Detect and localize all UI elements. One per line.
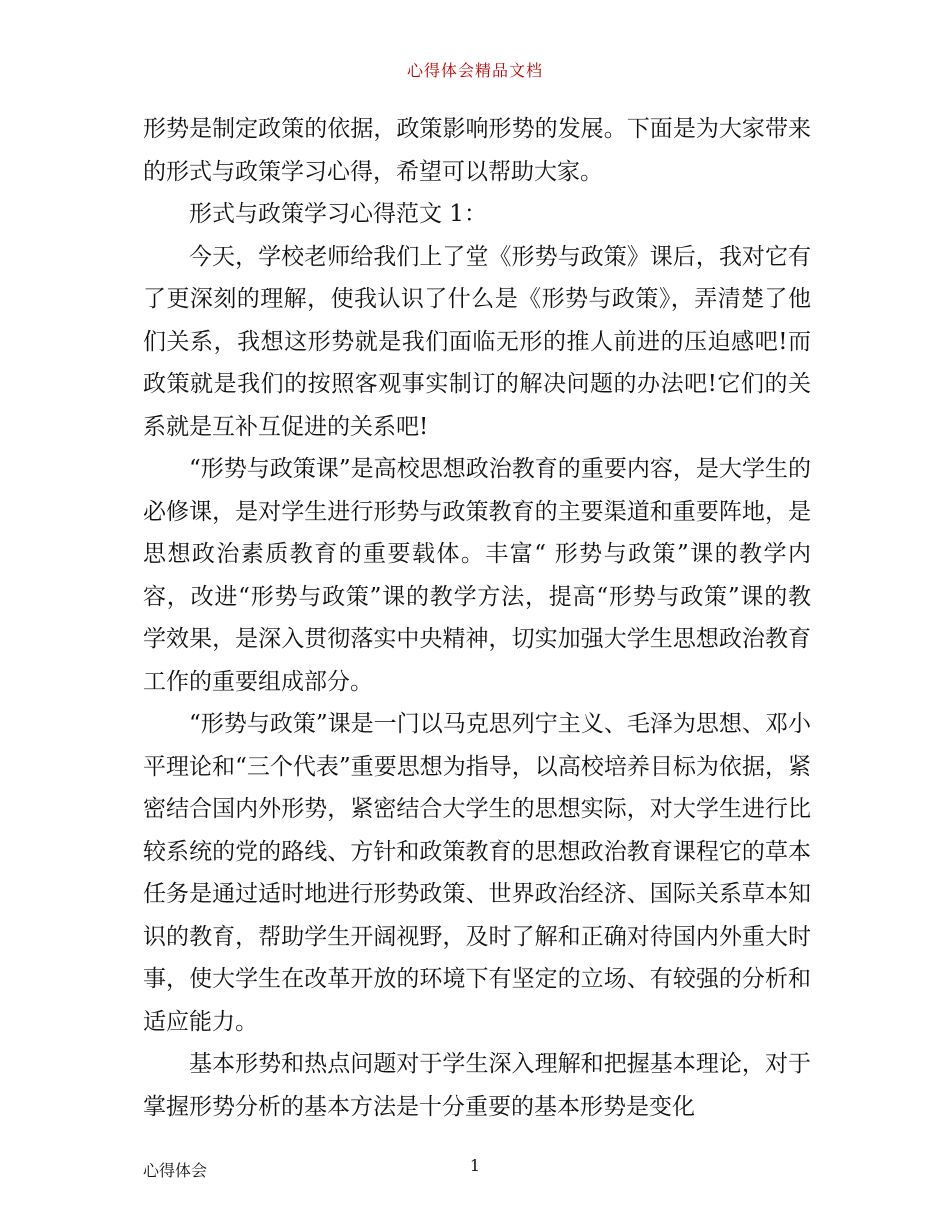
paragraph: “形势与政策”课是一门以马克思列宁主义、毛泽为思想、邓小平理论和“三个代表”重要思想为指导，以高校培养目标为依据，紧密结合国内外形势，紧密结合大学生的思想实际，对大学生进行比较系统的党的路线、方针和政策教育的思想政治教育课程它的草本任务是通过适时地进行形势政策、世界政治经济、国际关系草本知识的教育，帮助学生开阔视野，及时了解和正确对待国内外重大时事，使大学生在改革开放的环境下有坚定的立场、有较强的分析和适应能力。 — [143, 711, 811, 1035]
page-number: 1 — [469, 1156, 481, 1175]
paragraph: 基本形势和热点问题对于学生深入理解和把握基本理论，对于掌握形势分析的基本方法是十分重要的基本形势是变化 — [143, 1051, 811, 1120]
paragraph-intro: 形势是制定政策的依据，政策影响形势的发展。下面是为大家带来的形式与政策学习心得，希望可以帮助大家。 — [143, 116, 811, 185]
paragraph: 今天，学校老师给我们上了堂《形势与政策》课后，我对它有了更深刻的理解，使我认识了什么是《形势与政策》，弄清楚了他们关系，我想这形势就是我们面临无形的推人前进的压迫感吧!而政策就是我们的按照客观事实制订的解决问题的办法吧!它们的关系就是互补互促进的关系吧! — [143, 243, 811, 440]
paragraph-heading: 形式与政策学习心得范文 1： — [189, 201, 487, 227]
paragraph: “形势与政策课”是高校思想政治教育的重要内容，是大学生的必修课，是对学生进行形势与政策教育的主要渠道和重要阵地，是思想政治素质教育的重要载体。丰富“ 形势与政策”课的教学内容，改进“形势与政策”课的教学方法，提高“形势与政策”课的教学效果，是深入贯彻落实中央精神，切实加强大学生思想政治教育工作的重要组成部分。 — [143, 456, 811, 695]
footer-label: 心得体会 — [143, 1161, 208, 1180]
header-title: 心得体会精品文档 — [406, 61, 543, 80]
document-body — [143, 108, 811, 1128]
